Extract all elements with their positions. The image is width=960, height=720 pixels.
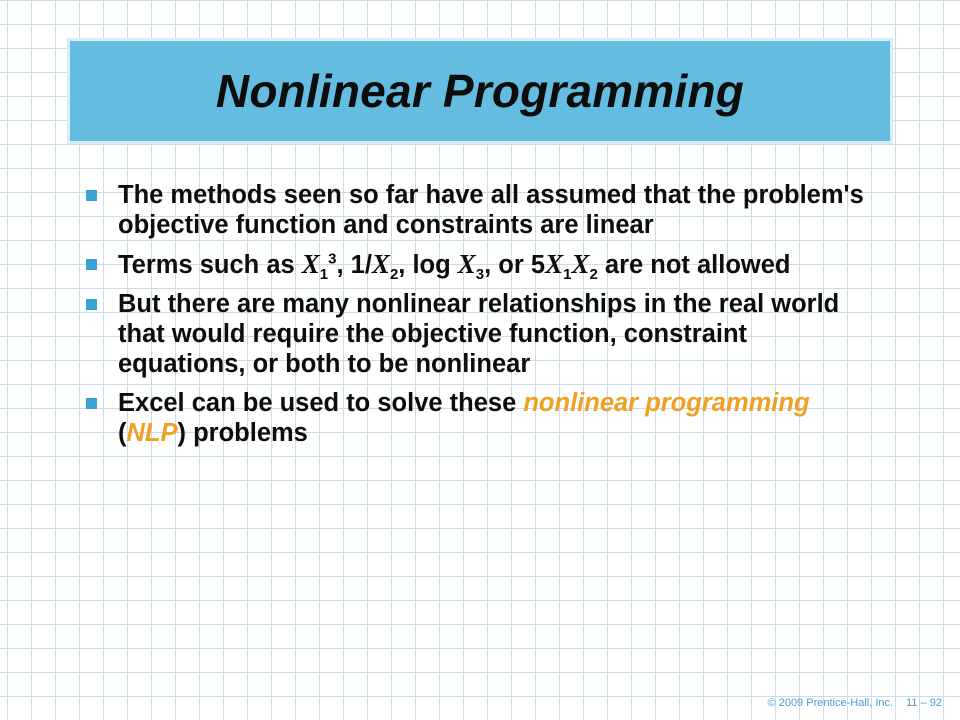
page-number: 11 – 92 — [906, 697, 942, 709]
text-segment: ) problems — [177, 419, 308, 447]
bullet-list — [84, 180, 864, 457]
text-segment: Excel can be used to solve these — [118, 389, 524, 417]
square-bullet-icon — [86, 259, 97, 270]
subscript: 2 — [589, 266, 598, 284]
bullet-text-3: But there are many nonlinear relationships in the real world that would require the objective function, constraint equations, or both to be nonlinear — [118, 290, 840, 378]
text-segment: , or 5 — [484, 251, 546, 279]
square-bullet-icon — [86, 398, 97, 409]
superscript: 3 — [328, 250, 337, 268]
variable-x2: X — [371, 249, 390, 279]
subscript: 1 — [319, 266, 329, 284]
highlighted-term: nonlinear programming — [523, 389, 810, 417]
bullet-item-4 — [84, 388, 864, 448]
text-segment: , log — [398, 251, 458, 279]
subscript: 1 — [563, 266, 572, 284]
bullet-item-3 — [84, 289, 864, 379]
variable-x1-product: X — [545, 249, 564, 279]
text-segment: are not allowed — [597, 251, 791, 279]
square-bullet-icon — [86, 190, 97, 201]
bullet-text-2 — [118, 249, 791, 284]
subscript: 2 — [389, 266, 399, 284]
variable-x2-product: X — [571, 249, 590, 279]
text-segment: Terms such as — [118, 251, 302, 279]
bullet-item-2 — [84, 249, 864, 284]
copyright-text: © 2009 Prentice-Hall, Inc. — [767, 697, 894, 709]
variable-x1: X — [301, 249, 320, 279]
square-bullet-icon — [86, 299, 97, 310]
highlighted-abbreviation: NLP — [126, 419, 178, 447]
slide-footer — [758, 697, 942, 709]
text-segment: ( — [118, 419, 127, 447]
subscript: 3 — [475, 266, 485, 284]
text-segment: , 1/ — [336, 251, 372, 279]
bullet-item-1 — [84, 180, 864, 240]
variable-x3: X — [457, 249, 476, 279]
bullet-text-4 — [118, 389, 810, 447]
title-banner — [67, 38, 893, 144]
slide-title: Nonlinear Programming — [215, 65, 745, 117]
bullet-text-1: The methods seen so far have all assumed that the problem's objective function and constraints are linear — [118, 181, 864, 239]
